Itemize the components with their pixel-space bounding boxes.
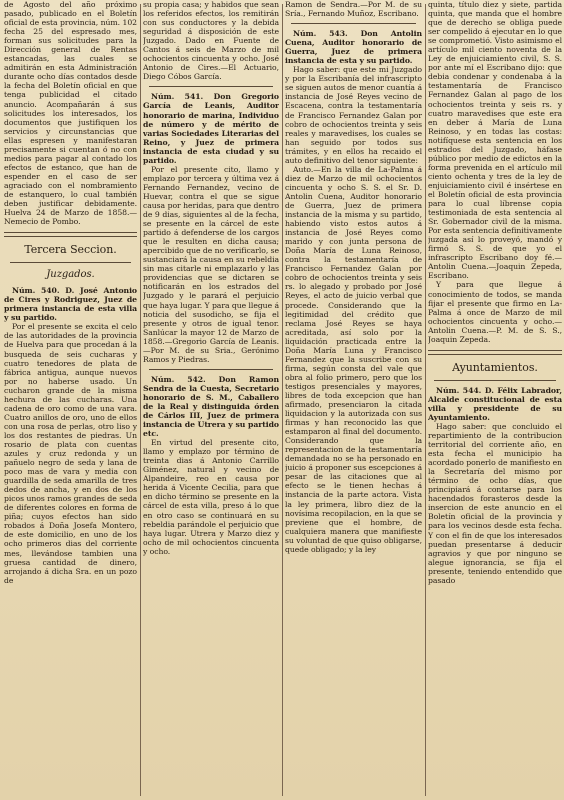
divider	[149, 369, 273, 370]
notice-paragraph: Hago saber: que concluido el repartimiento de la contribucion territorial del corriente año, en esta fecha el municipio ha acordado ponerlo de manifiesto en la Secretaría del mismo por término de ocho días, que principiará á contarse para los hacendados forasteros desde la insercion de este anuncio en el Boletín oficial de la provincia y para los vecinos desde esta fecha. Y con el fin de que los interesados puedan presentarse á deducir agravios y que por ninguno se alegue ignorancia, se fija el presente, teniendo entendido que pasado	[428, 421, 562, 585]
subsection-title-juzgados: Juzgados.	[46, 269, 95, 281]
section-title-tercera-seccion: Tercera Seccion.	[24, 243, 117, 257]
notice-heading: Núm. 544. D. Félix Labrador, Alcalde constitucional de esta villa y presidente de su Ayuntamiento.	[428, 385, 562, 422]
column-4-text	[428, 0, 562, 585]
column-2-text	[143, 0, 279, 556]
notice-paragraph: Auto.—En la villa de La-Palma á diez de Marzo de mil ochocientos cincuenta y ocho S. S. el Sr. D. Antolin Cuena, Auditor honorario de Guerra, Juez de primera instancia de la misma y su partido, habiendo visto estos autos á instancia de José Reyes como marido y con junta persona de Doña María de Luna Reinoso, contra la testamentaría de Francisco Fernandez Galan por cobro de ochocientos treinta y seis rs. lo alegado y probado por José Reyes, el acto de juicio verbal que procede. Considerando que la legitimidad del crédito que reclama José Reyes se haya acreditada, así solo por la liquidación practicada entre la Doña María Luna y Francisco Fernandez que la suscribe con su firma, según consta del vale que obra al folio primero, pero que los testigos presenciales y mayores, libres de toda excepcion que han afirmado, presenciaron la citada liquidacion y la autorizada con sus firmas y han reconocido las que estamparon al final del documento. Considerando que la representacion de la testamentaría demandada no se ha personado en juicio á proponer sus escepciones á pesar de las citaciones que al efecto se le tienen hechas á instancia de la parte actora. Vista la ley primera, libro diez de la novísima recopilacion, en la que se previene que el hombre, de cualquiera manera que manifieste su voluntad de que quiso obligarse, quede obligado; y la ley	[285, 164, 422, 554]
divider	[291, 23, 416, 24]
column-2	[143, 0, 279, 800]
divider	[149, 86, 273, 87]
column-rule	[140, 4, 141, 796]
notice-paragraph: Por el presente se excita el celo de las autoridades de la provincia de Huelva para que procedan á la busqueda de seis cucharas y cuatro tenedores de plata de fábrica antigua, aunque nuevos por no haberse usado. Un cucharon grande de la misma hechura de las cucharas. Una cadena de oro como de una vara. Cuatro anillos de oro, uno de ellos con una rosa de perlas, otro liso y los dos restantes de piedras. Un rosario de plata con cuentas azules y cruz redonda y un pañuelo negro de seda y lana de poco mas de vara y media con guardilla de seda amarilla de tres dedos de ancha, y en dos de los picos unos ramos grandes de seda de diferentes colores en forma de piña; cuyos efectos han sido robados á Doña Josefa Montero, de este domicilio, en uno de los ocho primeros dias del corriente mes, llevándose tambien una gruesa cantidad de dinero, arrojando á dicha Sra. en un pozo de	[4, 322, 137, 585]
divider	[10, 262, 131, 263]
notice-paragraph: Hago saber: que este mi Juzgado y por la Escribanía del infrascripto se siguen autos de menor cuantía á instancia de José Reyes vecino de Escacena, contra la testamentaría de Francisco Fernandez Galan por cobro de ochocientos treinta y seis reales y maravedises, los cuales se han seguido por todos sus trámites, y en ellos ha recaido el auto definitivo del tenor siguiente:	[285, 65, 422, 165]
section-title-ayuntamientos: Ayuntamientos.	[452, 360, 538, 374]
column-3	[285, 0, 422, 800]
notice-paragraph: quinta, título diez y siete, partida quinta, que manda que el hombre que de derecho se obliga puede ser compelido á ejecutar en lo que se comprometió. Visto asimismo el artículo mil ciento noventa de la Ley de enjuiciamiento civil, S. S. por ante mí el Escribano dijo: que debia condenar y condenaba á la testamentaría de Francisco Fernandez Galan al pago de los ochocientos treinta y seis rs. y cuatro maravedises que este era en deber á María de Luna Reinoso, y en todas las costas: notifíquese esta sentencia en los estrados del Juzgado, háfase público por medio de edictos en la forma prevenida en el artículo mil ciento ochenta y tres de la ley de enjuiciamiento civil é insértese en el Boletín oficial de esta provincia para lo cual líbrense copia testimoniada de esta sentencia al Sr. Gobernador civil de la misma. Por esta sentencia definitivamente juzgada así lo proveyó, mandó y firmó S. S. de que yo el infrascripto Escribano doy fé.—Antolin Cuena.—Joaquin Zepeda, Escribano.	[428, 0, 562, 281]
column-3-text	[285, 0, 422, 554]
notice-paragraph: Ramon de Sendra.—Por M. de su Sría., Fernando Muñoz, Escribano.	[285, 0, 422, 19]
notice-heading: Núm. 543. Don Antolin Cuena, Auditor honorario de Guerra, Juez de primera instancia de esta y su partido.	[285, 29, 422, 66]
divider	[434, 380, 556, 381]
divider	[428, 350, 562, 355]
divider	[4, 232, 137, 237]
notice-paragraph: Por el presente cito, llamo y emplazo por tercera y última vez á Fernando Fernandez, vecino de Huevar, contra el que se sigue causa por heridas, para que dentro de 9 dias, siguientes al de la fecha, se presente en la cárcel de este partido á defenderse de los cargos que le resulten en dicha causa; apercibido que de no verificarlo, se sustanciará la causa en su rebeldia sin mas citarle ni emplazarlo y las providencias que se dictaren se notificarán en los estrados del Juzgado y le parará el perjuicio que haya lugar. Y para que llegue á noticia del susodicho, se fija el presente y otros de igual tenor. Sanlúcar la mayor 12 de Marzo de 1858.—Gregorio García de Leanis.—Por M. de su Sria., Gerónimo Ramos y Piedras.	[143, 164, 279, 364]
notice-paragraph: de Agosto del año próximo pasado, publicado en el Boletín oficial de esta provincia, núm. 102 fecha 25 del espresado mes, forman sus solicitudes para la Dirección general de Rentas estancadas, las cuales se admitirán en esta Administración durante ocho días contados desde la fecha del Boletín oficial en que tenga publicidad el citado anuncio. Acompañarán á sus solicitudes los interesados, los documentos que justifiquen los servicios y circunstancias que ellas espresen y manifestaran precisamente si cuentan ó no con medios para pagar al contado los efectos de estanco, que han de espender en el caso de ser agraciado con el nombramiento de estanquero, lo cual también deben justificar debidamente. Huelva 24 de Marzo de 1858.— Nemecio de Pombo.	[4, 0, 137, 227]
notice-paragraph: su propia casa; y habidos que sean los referidos efectos, los remitirán con sus conductores y la debida seguridad á disposición de este Juzgado. Dado en Fuente de Cantos á seis de Marzo de mil ochocientos cincuenta y ocho. José Antonio de Cires.—El Actuario, Diego Cóbos García.	[143, 0, 279, 82]
column-1	[4, 0, 137, 800]
notice-heading: Núm. 540. D. José Antonio de Cires y Rodriguez, Juez de primera instancia de esta villa y su partido.	[4, 286, 137, 323]
column-rule	[282, 4, 283, 796]
column-rule	[425, 4, 426, 796]
notice-heading: Núm. 542. Don Ramon Sendra de la Cuesta, Secretario honorario de S. M., Caballero de la Real y distinguida órden de Cárlos III, Juez de primera instancia de Utrera y su partido etc.	[143, 374, 279, 439]
column-1-text	[4, 0, 137, 585]
notice-paragraph: Y para que llegue á conocimiento de todos, se manda fijar el presente que firmo en La-Palma á once de Marzo de mil ochocientos cincuenta y ocho.—Antolin Cuena.—P. M. de S. S., Joaquin Zepeda.	[428, 280, 562, 344]
notice-heading: Núm. 541. Don Gregorio García de Leanis, Auditor honorario de marina, Individuo de número y de mérito de varias Sociedades Literarias del Reino, y Juez de primera instancia de esta ciudad y su partido.	[143, 92, 279, 165]
notice-paragraph: En virtud del presente cito, llamo y emplazo por término de treinta dias á Antonio Carrillo Giménez, natural y vecino de Alpandeire, reo en causa por herida á Vicente Cecilia, para que en dicho término se presente en la cárcel de esta villa, preso á lo que en otro caso se continuará en su rebeldia parándole el perjuicio que haya lugar. Utrera y Marzo diez y ocho de mil ochocientos cincuenta y ocho.	[143, 438, 279, 556]
column-4	[428, 0, 562, 800]
